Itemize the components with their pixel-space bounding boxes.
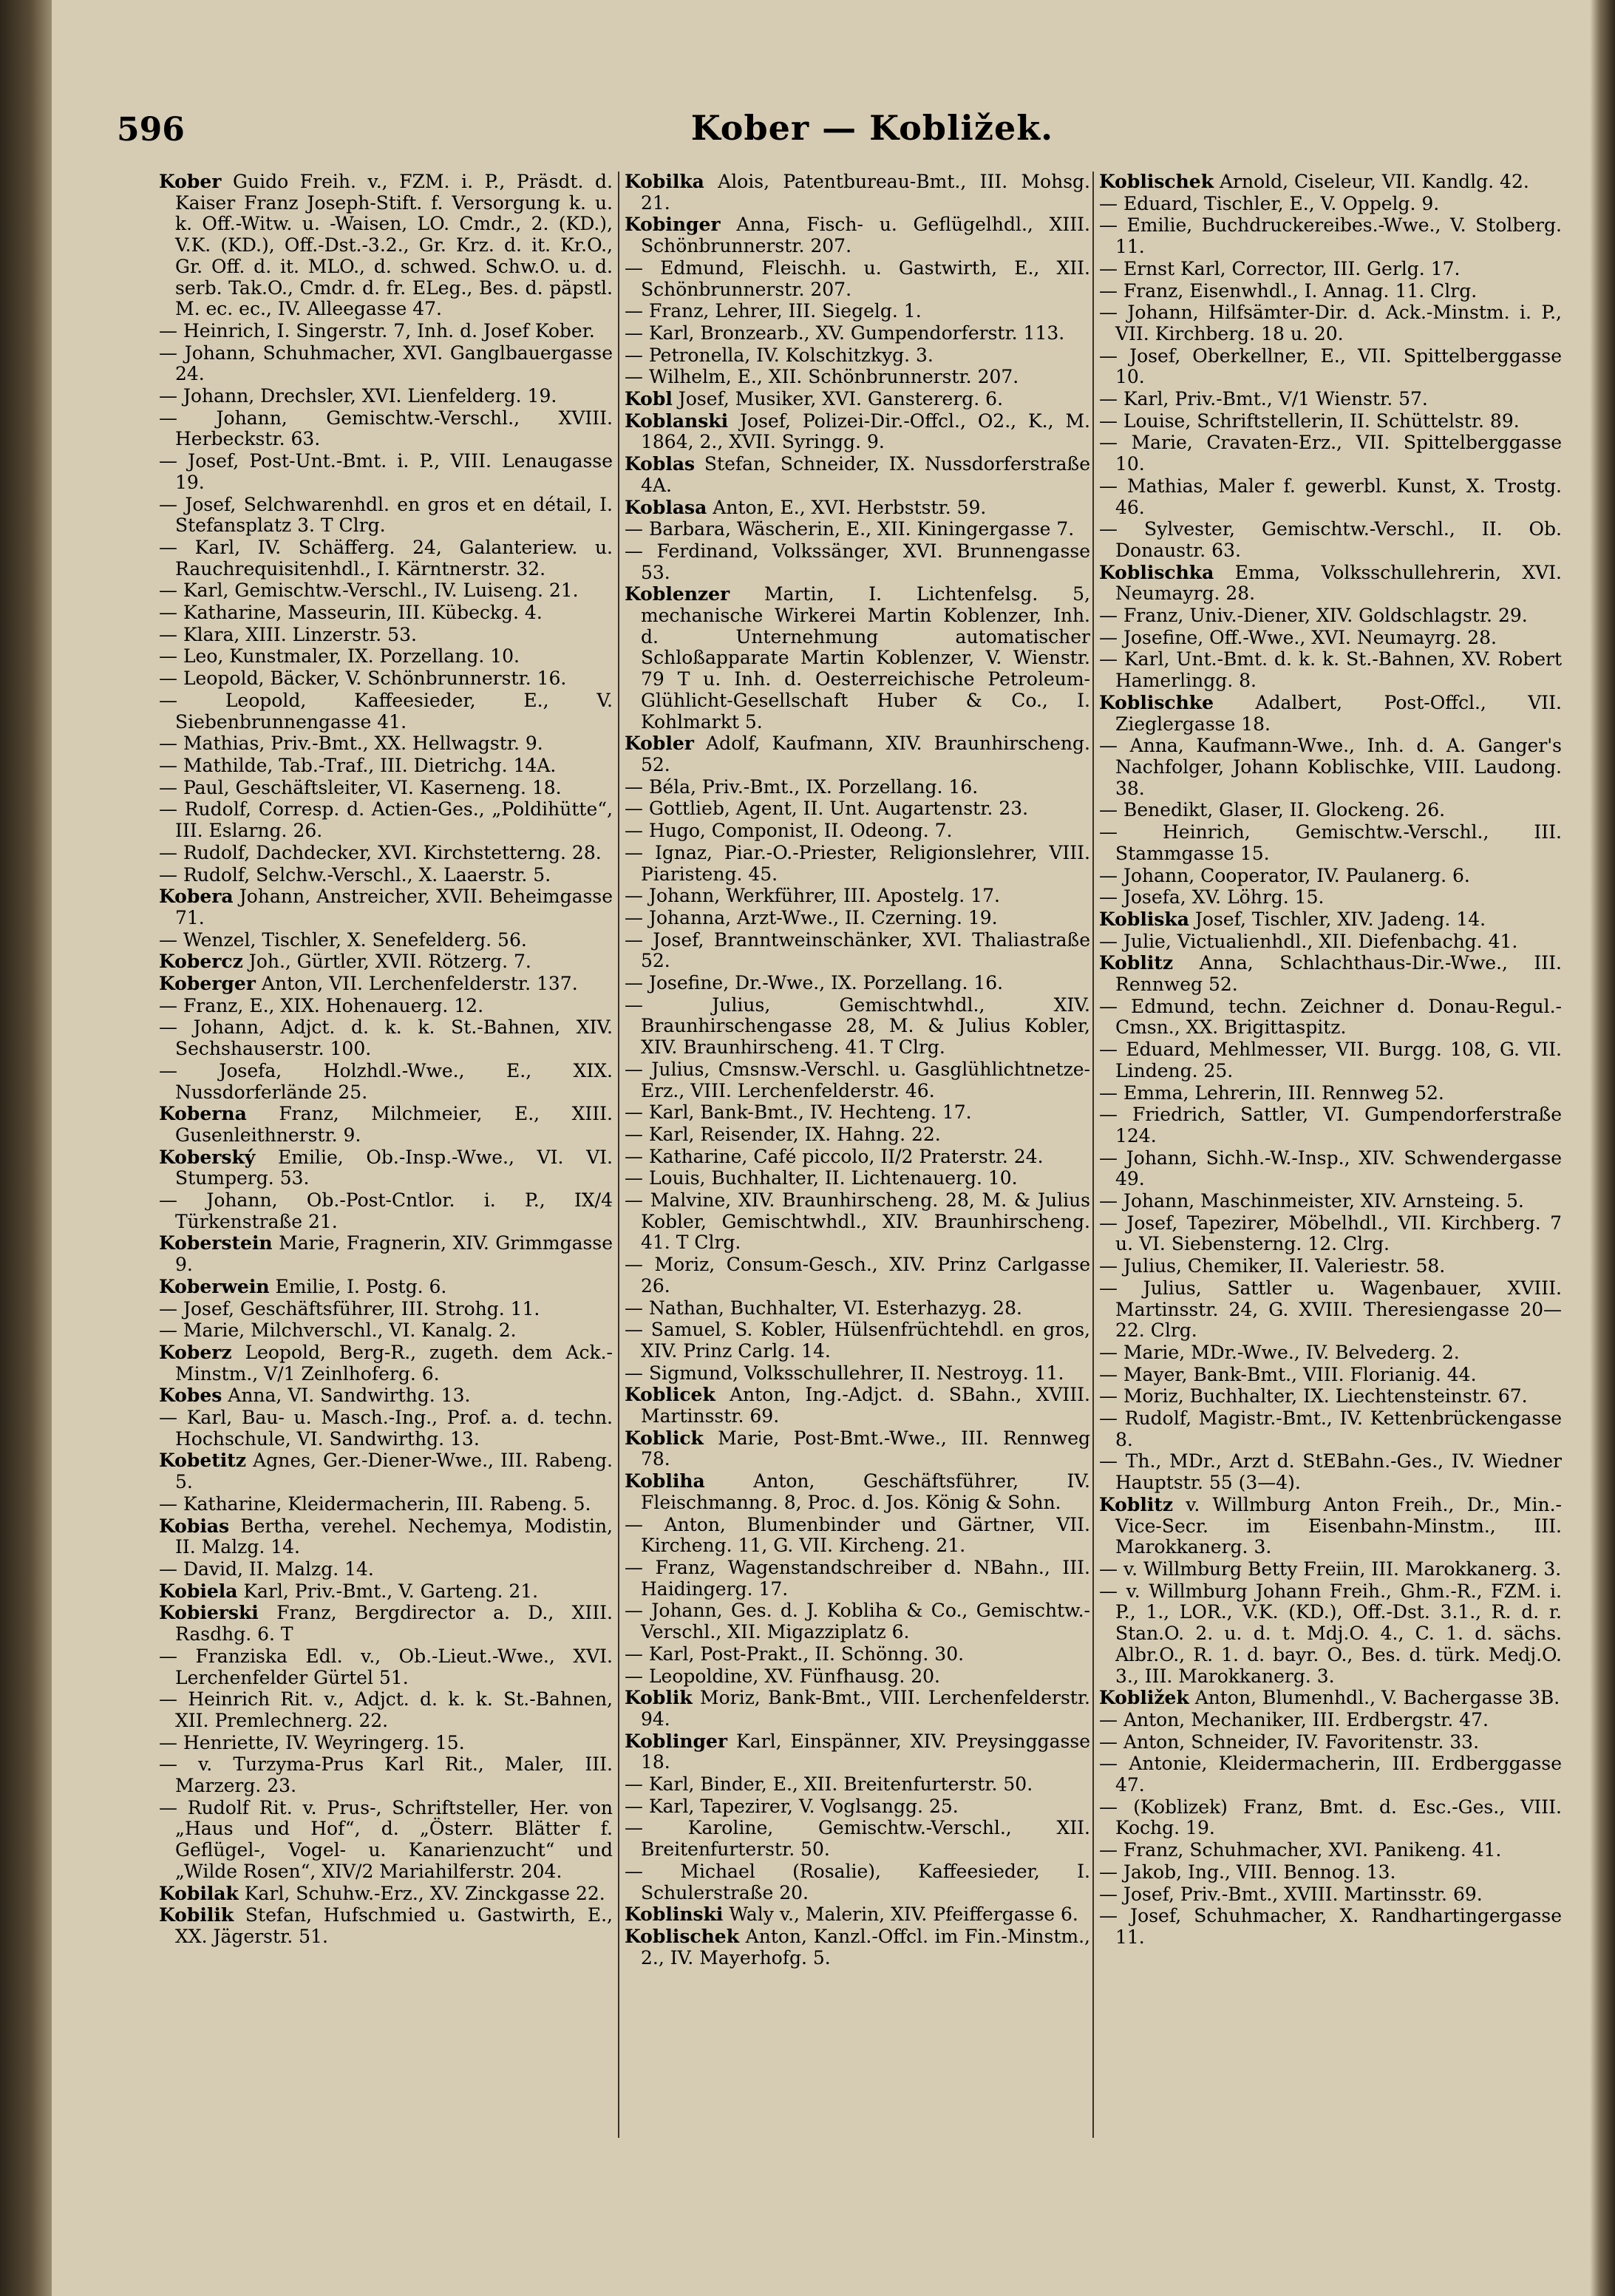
directory-entry: — Julius, Chemiker, II. Valeriestr. 58. [1099,1255,1446,1277]
directory-entry: — Josef, Geschäftsführer, III. Strohg. 11. [159,1297,540,1319]
directory-entry: — Samuel, S. Kobler, Hülsenfrüchtehdl. en gros, XIV. Prinz Carlg. 14. [625,1319,1090,1362]
directory-entry: — Emma, Lehrerin, III. Rennweg 52. [1099,1081,1444,1104]
directory-entry: Kobilak Karl, Schuhw.-Erz., XV. Zinckgasse 22. [159,1882,605,1904]
directory-entry: Koberstein Marie, Fragnerin, XIV. Grimmgasse 9. [159,1232,613,1276]
directory-entry: Kobercz Joh., Gürtler, XVII. Rötzerg. 7. [159,951,531,973]
directory-entry: Koblenzer Martin, I. Lichtenfelsg. 5, mechanische Wirkerei Martin Koblenzer, Inh. d. Unternehmung automatischer Schloßapparate Martin Koblenzer, V. Wienstr. 79 T u. Inh. d. Oesterreichische Petroleum-Glühlicht-Gesellschaft Huber & Co., I. Kohlmarkt 5. [625,583,1090,733]
directory-entry: — Jakob, Ing., VIII. Bennog. 13. [1099,1861,1396,1883]
directory-entry: — Josef, Branntweinschänker, XVI. Thaliastraße 52. [625,928,1090,972]
directory-entry: — Josefa, XV. Löhrg. 15. [1099,886,1325,908]
directory-entry: Kobilka Alois, Patentbureau-Bmt., III. Mohsg. 21. [625,171,1090,214]
directory-entry: — Benedikt, Glaser, II. Glockeng. 26. [1099,799,1446,821]
directory-entry: — Rudolf, Selchw.-Verschl., X. Laaerstr. 5. [159,863,551,886]
directory-entry: — Franziska Edl. v., Ob.-Lieut.-Wwe., XVI. Lerchenfelder Gürtel 51. [159,1645,613,1688]
directory-entry: — Klara, XIII. Linzerstr. 53. [159,623,417,645]
directory-entry: — Franz, Univ.-Diener, XIV. Goldschlagstr. 29. [1099,605,1528,627]
directory-entry: — Emilie, Buchdruckereibes.-Wwe., V. Stolberg. 11. [1099,214,1562,258]
page-edge [1590,0,1615,2296]
directory-entry: — Johann, Werkführer, III. Apostelg. 17. [625,885,1000,907]
directory-entry: — Moriz, Buchhalter, IX. Liechtensteinstr. 67. [1099,1385,1528,1407]
directory-entry: Kobetitz Agnes, Ger.-Diener-Wwe., III. Rabeng. 5. [159,1450,613,1493]
directory-entry: — Louis, Buchhalter, II. Lichtenauerg. 10. [625,1167,1018,1189]
directory-entry: Koberský Emilie, Ob.-Insp.-Wwe., VI. VI. Stumperg. 53. [159,1146,613,1189]
directory-entry: Kobes Anna, VI. Sandwirthg. 13. [159,1385,471,1407]
directory-entry: Koblinski Waly v., Malerin, XIV. Pfeiffergasse 6. [625,1903,1078,1926]
directory-entry: — Antonie, Kleidermacherin, III. Erdberggasse 47. [1099,1753,1562,1796]
directory-entry: — Henriette, IV. Weyringerg. 15. [159,1731,465,1753]
directory-entry: — Paul, Geschäftsleiter, VI. Kaserneng. 18. [159,776,562,798]
directory-entry: — Johann, Ob.-Post-Cntlor. i. P., IX/4 Türkenstraße 21. [159,1189,613,1232]
directory-entry: — Wenzel, Tischler, X. Senefelderg. 56. [159,928,527,951]
directory-entry: Koblanski Josef, Polizei-Dir.-Offcl., O2., K., M. 1864, 2., XVII. Syringg. 9. [625,410,1090,453]
directory-entry: Kobl Josef, Musiker, XVI. Ganstererg. 6. [625,388,1004,410]
directory-entry: — Barbara, Wäscherin, E., XII. Kiningergasse 7. [625,518,1075,540]
directory-entry: — Josef, Schuhmacher, X. Randhartingergasse 11. [1099,1905,1562,1948]
directory-entry: — Louise, Schriftstellerin, II. Schüttelstr. 89. [1099,410,1520,432]
directory-entry: — Wilhelm, E., XII. Schönbrunnerstr. 207. [625,366,1019,388]
directory-entry: — Karl, Reisender, IX. Hahng. 22. [625,1123,941,1145]
directory-entry: — Josefa, Holzhdl.-Wwe., E., XIX. Nussdorferlände 25. [159,1059,613,1103]
directory-entry: — Johann, Drechsler, XVI. Lienfelderg. 19. [159,385,557,407]
directory-entry: — Katharine, Kleidermacherin, III. Rabeng. 5. [159,1492,591,1515]
directory-entry: — Eduard, Tischler, E., V. Oppelg. 9. [1099,192,1440,214]
directory-entry: — Leopoldine, XV. Fünfhausg. 20. [625,1665,941,1687]
running-head: Kober — Kobližek. [690,108,1054,148]
directory-column-1 [159,171,613,1949]
directory-entry: Kobilik Stefan, Hufschmied u. Gastwirth, E., XX. Jägerstr. 51. [159,1904,613,1947]
directory-entry: — Mathias, Priv.-Bmt., XX. Hellwagstr. 9. [159,733,543,755]
directory-entry: Kobližek Anton, Blumenhdl., V. Bachergasse 3B. [1099,1687,1560,1709]
directory-entry: Koblischek Anton, Kanzl.-Offcl. im Fin.-Minstm., 2., IV. Mayerhofg. 5. [625,1925,1090,1969]
directory-entry: — Josefine, Off.-Wwe., XVI. Neumayrg. 28. [1099,626,1497,648]
directory-entry: Koblas Stefan, Schneider, IX. Nussdorferstraße 4A. [625,453,1090,496]
directory-entry: — Gottlieb, Agent, II. Unt. Augartenstr. 23. [625,798,1029,820]
directory-entry: — Rudolf, Corresp. d. Actien-Ges., „Poldihütte“, III. Eslarng. 26. [159,798,613,842]
directory-entry: Koblischke Adalbert, Post-Offcl., VII. Zieglergasse 18. [1099,691,1562,735]
directory-entry: — Johann, Schuhmacher, XVI. Ganglbauergasse 24. [159,342,613,385]
directory-entry: Koberwein Emilie, I. Postg. 6. [159,1275,447,1297]
directory-entry: — Katharine, Café piccolo, II/2 Praterstr. 24. [625,1145,1044,1167]
directory-entry: — Heinrich, Gemischtw.-Verschl., III. Stammgasse 15. [1099,821,1562,864]
directory-entry: — v. Turzyma-Prus Karl Rit., Maler, III. Marzerg. 23. [159,1753,613,1797]
directory-entry: — Marie, Milchverschl., VI. Kanalg. 2. [159,1319,517,1342]
directory-entry: — Johann, Hilfsämter-Dir. d. Ack.-Minstm. i. P., VII. Kirchberg. 18 u. 20. [1099,302,1562,344]
directory-entry: — Franz, E., XIX. Hohenauerg. 12. [159,994,484,1016]
directory-entry: Koblinger Karl, Einspänner, XIV. Preysinggasse 18. [625,1730,1090,1773]
directory-entry: — Sigmund, Volksschullehrer, II. Nestroyg. 11. [625,1362,1064,1384]
directory-entry: Kobias Bertha, verehel. Nechemya, Modistin, II. Malzg. 14. [159,1515,613,1558]
directory-entry: — Franz, Eisenwhdl., I. Annag. 11. Clrg. [1099,279,1478,302]
directory-entry: Koblicek Anton, Ing.-Adjct. d. SBahn., XVIII. Martinsstr. 69. [625,1384,1090,1427]
directory-entry: — Moriz, Consum-Gesch., XIV. Prinz Carlgasse 26. [625,1254,1090,1297]
directory-entry: — Johann, Adjct. d. k. k. St.-Bahnen, XIV. Sechshauserstr. 100. [159,1016,613,1060]
directory-entry: — Friedrich, Sattler, VI. Gumpendorferstraße 124. [1099,1104,1562,1147]
directory-entry: — Karoline, Gemischtw.-Verschl., XII. Breitenfurterstr. 50. [625,1817,1090,1861]
directory-entry: — Josef, Selchwarenhdl. en gros et en détail, I. Stefansplatz 3. T Clrg. [159,493,613,537]
directory-entry: Koblitz v. Willmburg Anton Freih., Dr., Min.-Vice-Secr. im Eisenbahn-Minstm., III. Marokkanerg. 3. [1099,1493,1562,1558]
directory-entry: — Josef, Tapezirer, Möbelhdl., VII. Kirchberg. 7 u. VI. Siebensterng. 12. Clrg. [1099,1212,1562,1255]
directory-entry: — Johann, Cooperator, IV. Paulanerg. 6. [1099,864,1470,886]
directory-entry: — Mathias, Maler f. gewerbl. Kunst, X. Trostg. 46. [1099,475,1562,518]
directory-entry: — Eduard, Mehlmesser, VII. Burgg. 108, G. VII. Lindeng. 25. [1099,1039,1562,1081]
directory-entry: — Michael (Rosalie), Kaffeesieder, I. Schulerstraße 20. [625,1860,1090,1903]
directory-entry: Koberna Franz, Milchmeier, E., XIII. Gusenleithnerstr. 9. [159,1103,613,1146]
directory-entry: — Julius, Cmsnsw.-Verschl. u. Gasglühlichtnetze-Erz., VIII. Lerchenfelderstr. 46. [625,1058,1090,1101]
directory-entry: — Karl, Tapezirer, V. Voglsangg. 25. [625,1795,959,1817]
directory-entry: — Josef, Post-Unt.-Bmt. i. P., VIII. Lenaugasse 19. [159,450,613,493]
directory-entry: — Karl, Post-Prakt., II. Schönng. 30. [625,1643,965,1665]
directory-entry: — Edmund, techn. Zeichner d. Donau-Regul.-Cmsn., XX. Brigittaspitz. [1099,995,1562,1039]
directory-entry: Kobierski Franz, Bergdirector a. D., XIII. Rasdhg. 6. T [159,1602,613,1645]
directory-entry: — Nathan, Buchhalter, VI. Esterhazyg. 28. [625,1297,1022,1319]
directory-entry: — Béla, Priv.-Bmt., IX. Porzellang. 16. [625,775,979,798]
directory-entry: — Karl, IV. Schäfferg. 24, Galanteriew. u. Rauchrequisitenhdl., I. Kärntnerstr. 32. [159,536,613,580]
directory-entry: Koberz Leopold, Berg-R., zugeth. dem Ack.-Minstm., V/1 Zeinlhoferg. 6. [159,1341,613,1385]
directory-entry: — Johanna, Arzt-Wwe., II. Czerning. 19. [625,906,998,928]
directory-entry: Koblick Marie, Post-Bmt.-Wwe., III. Rennweg 78. [625,1427,1090,1470]
directory-entry: — Malvine, XIV. Braunhirscheng. 28, M. & Julius Kobler, Gemischtwhdl., XIV. Braunhirscheng. 41. T Clrg. [625,1189,1090,1254]
directory-entry: Koberger Anton, VII. Lerchenfelderstr. 137. [159,973,578,995]
directory-entry: Koblischek Arnold, Ciseleur, VII. Kandlg. 42. [1099,171,1529,192]
directory-entry: — Karl, Binder, E., XII. Breitenfurterstr. 50. [625,1773,1033,1796]
directory-entry: — Karl, Unt.-Bmt. d. k. k. St.-Bahnen, XV. Robert Hamerlingg. 8. [1099,648,1562,692]
directory-entry: — Johann, Gemischtw.-Verschl., XVIII. Herbeckstr. 63. [159,407,613,450]
directory-entry: — Julius, Gemischtwhdl., XIV. Braunhirschengasse 28, M. & Julius Kobler, XIV. Braunhirscheng. 41. T Clrg. [625,994,1090,1059]
column-rule-2 [1092,171,1094,2138]
directory-entry: Koblik Moriz, Bank-Bmt., VIII. Lerchenfelderstr. 94. [625,1687,1090,1730]
directory-entry: — Karl, Bau- u. Masch.-Ing., Prof. a. d. techn. Hochschule, VI. Sandwirthg. 13. [159,1407,613,1450]
directory-entry: — Leopold, Kaffeesieder, E., V. Siebenbrunnengasse 41. [159,689,613,733]
directory-entry: — Johann, Sichh.-W.-Insp., XIV. Schwendergasse 49. [1099,1147,1562,1190]
directory-entry: — Karl, Gemischtw.-Verschl., IV. Luiseng. 21. [159,580,579,602]
directory-entry: Kobliska Josef, Tischler, XIV. Jadeng. 14. [1099,908,1486,930]
directory-entry: — Julius, Sattler u. Wagenbauer, XVIII. Martinsstr. 24, G. XVIII. Theresiengasse 20—22. Clrg. [1099,1277,1562,1342]
directory-entry: — Marie, Cravaten-Erz., VII. Spittelberggasse 10. [1099,432,1562,475]
directory-entry: — Anna, Kaufmann-Wwe., Inh. d. A. Ganger's Nachfolger, Johann Koblischke, VIII. Laudong. 38. [1099,735,1562,799]
directory-entry: — Josef, Priv.-Bmt., XVIII. Martinsstr. 69. [1099,1883,1483,1905]
directory-entry: — Th., MDr., Arzt d. StEBahn.-Ges., IV. Wiedner Hauptstr. 55 (3—4). [1099,1450,1562,1494]
directory-column-3 [1099,171,1562,1949]
book-gutter [0,0,52,2296]
directory-entry: — Anton, Mechaniker, III. Erdbergstr. 47. [1099,1708,1489,1731]
directory-entry: — Ernst Karl, Corrector, III. Gerlg. 17. [1099,257,1461,279]
directory-entry: — Anton, Schneider, IV. Favoritenstr. 33. [1099,1731,1480,1753]
directory-entry: — Marie, MDr.-Wwe., IV. Belvederg. 2. [1099,1341,1460,1363]
directory-entry: — Karl, Bank-Bmt., IV. Hechteng. 17. [625,1101,972,1124]
directory-entry: — v. Willmburg Johann Freih., Ghm.-R., FZM. i. P., 1., LOR., V.K. (KD.), Off.-Dst. 3.1., R. d. r. Stan.O. 2. u. d. t. Mdj.O. 4., C. 1. d. sächs. Albr.O., R. 1. d. bayr. O., Bes. d. türk. Medj.O. 3., III. Marokkanerg. 3. [1099,1580,1562,1687]
directory-entry: — Rudolf, Magistr.-Bmt., IV. Kettenbrückengasse 8. [1099,1407,1562,1450]
directory-entry: Koblischka Emma, Volksschullehrerin, XVI. Neumayrg. 28. [1099,561,1562,605]
directory-entry: Kobliha Anton, Geschäftsführer, IV. Fleischmanng. 8, Proc. d. Jos. König & Sohn. [625,1470,1090,1513]
directory-entry: — (Koblizek) Franz, Bmt. d. Esc.-Ges., VIII. Kochg. 19. [1099,1796,1562,1839]
directory-entry: — Heinrich Rit. v., Adjct. d. k. k. St.-Bahnen, XII. Premlechnerg. 22. [159,1688,613,1731]
directory-entry: Kobera Johann, Anstreicher, XVII. Beheimgasse 71. [159,886,613,928]
directory-entry: — Petronella, IV. Kolschitzkyg. 3. [625,344,934,366]
directory-entry: Kobinger Anna, Fisch- u. Geflügelhdl., XIII. Schönbrunnerstr. 207. [625,214,1090,257]
directory-entry: — Sylvester, Gemischtw.-Verschl., II. Ob. Donaustr. 63. [1099,518,1562,561]
directory-entry: — Franz, Wagenstandschreiber d. NBahn., III. Haidingerg. 17. [625,1557,1090,1600]
directory-entry: — Karl, Priv.-Bmt., V/1 Wienstr. 57. [1099,388,1428,410]
directory-entry: — Franz, Schuhmacher, XVI. Panikeng. 41. [1099,1839,1502,1861]
directory-entry: Koblasa Anton, E., XVI. Herbststr. 59. [625,496,987,518]
column-rule-1 [618,171,619,2138]
directory-entry: — Josef, Oberkellner, E., VII. Spittelberggasse 10. [1099,344,1562,388]
directory-entry: — Josefine, Dr.-Wwe., IX. Porzellang. 16. [625,972,1004,994]
directory-entry: — Johann, Maschinmeister, XIV. Arnsteing. 5. [1099,1190,1524,1212]
directory-entry: Koblitz Anna, Schlachthaus-Dir.-Wwe., III. Rennweg 52. [1099,952,1562,996]
directory-entry: — Ignaz, Piar.-O.-Priester, Religionslehrer, VIII. Piaristeng. 45. [625,841,1090,885]
page-number: 596 [117,111,185,149]
directory-entry: — Katharine, Masseurin, III. Kübeckg. 4. [159,602,543,624]
directory-entry: — Johann, Ges. d. J. Kobliha & Co., Gemischtw.-Verschl., XII. Migazziplatz 6. [625,1600,1090,1643]
directory-entry: — Karl, Bronzearb., XV. Gumpendorferstr. 113. [625,322,1065,344]
directory-entry: — Leo, Kunstmaler, IX. Porzellang. 10. [159,645,520,668]
directory-entry: — Anton, Blumenbinder und Gärtner, VII. Kircheng. 11, G. VII. Kircheng. 21. [625,1513,1090,1557]
directory-entry: — Leopold, Bäcker, V. Schönbrunnerstr. 16. [159,668,567,690]
directory-entry: — Ferdinand, Volkssänger, XVI. Brunnengasse 53. [625,540,1090,583]
directory-entry: — Julie, Victualienhdl., XII. Diefenbachg. 41. [1099,930,1518,952]
directory-entry: — David, II. Malzg. 14. [159,1558,374,1580]
directory-entry: — Rudolf, Dachdecker, XVI. Kirchstetterng. 28. [159,841,602,863]
directory-entry: Kobler Adolf, Kaufmann, XIV. Braunhirscheng. 52. [625,733,1090,775]
directory-entry: Kober Guido Freih. v., FZM. i. P., Präsdt. d. Kaiser Franz Joseph-Stift. f. Versorgung k. u. k. Off.-Witw. u. -Waisen, LO. Cmdr., 2. (KD.), V.K. (KD.), Off.-Dst.-3.2., Gr. Krz. d. it. Kr.O., Gr. Off. d. it. MLO., d. schwed. Schw.O. u. d. serb. Tak.O., Cmdr. d. fr. ELeg., Bes. d. päpstl. M. ec. ec., IV. Alleegasse 47. [159,171,613,320]
directory-column-2 [625,171,1090,1969]
directory-entry: — Heinrich, I. Singerstr. 7, Inh. d. Josef Kober. [159,319,595,342]
directory-entry: — Mathilde, Tab.-Traf., III. Dietrichg. 14A. [159,754,557,776]
directory-entry: — Rudolf Rit. v. Prus-, Schriftsteller, Her. von „Haus und Hof“, d. „Österr. Blätter f. Geflügel-, Vogel- u. Kanarienzucht“ und „Wilde Rosen“, XIV/2 Mariahilferstr. 204. [159,1796,613,1882]
directory-entry: — Hugo, Componist, II. Odeong. 7. [625,820,953,842]
directory-entry: — Mayer, Bank-Bmt., VIII. Florianig. 44. [1099,1363,1477,1385]
directory-entry: — v. Willmburg Betty Freiin, III. Marokkanerg. 3. [1099,1558,1562,1580]
directory-entry: — Franz, Lehrer, III. Siegelg. 1. [625,300,922,322]
directory-entry: Kobiela Karl, Priv.-Bmt., V. Garteng. 21. [159,1580,539,1602]
directory-entry: — Edmund, Fleischh. u. Gastwirth, E., XII. Schönbrunnerstr. 207. [625,257,1090,300]
